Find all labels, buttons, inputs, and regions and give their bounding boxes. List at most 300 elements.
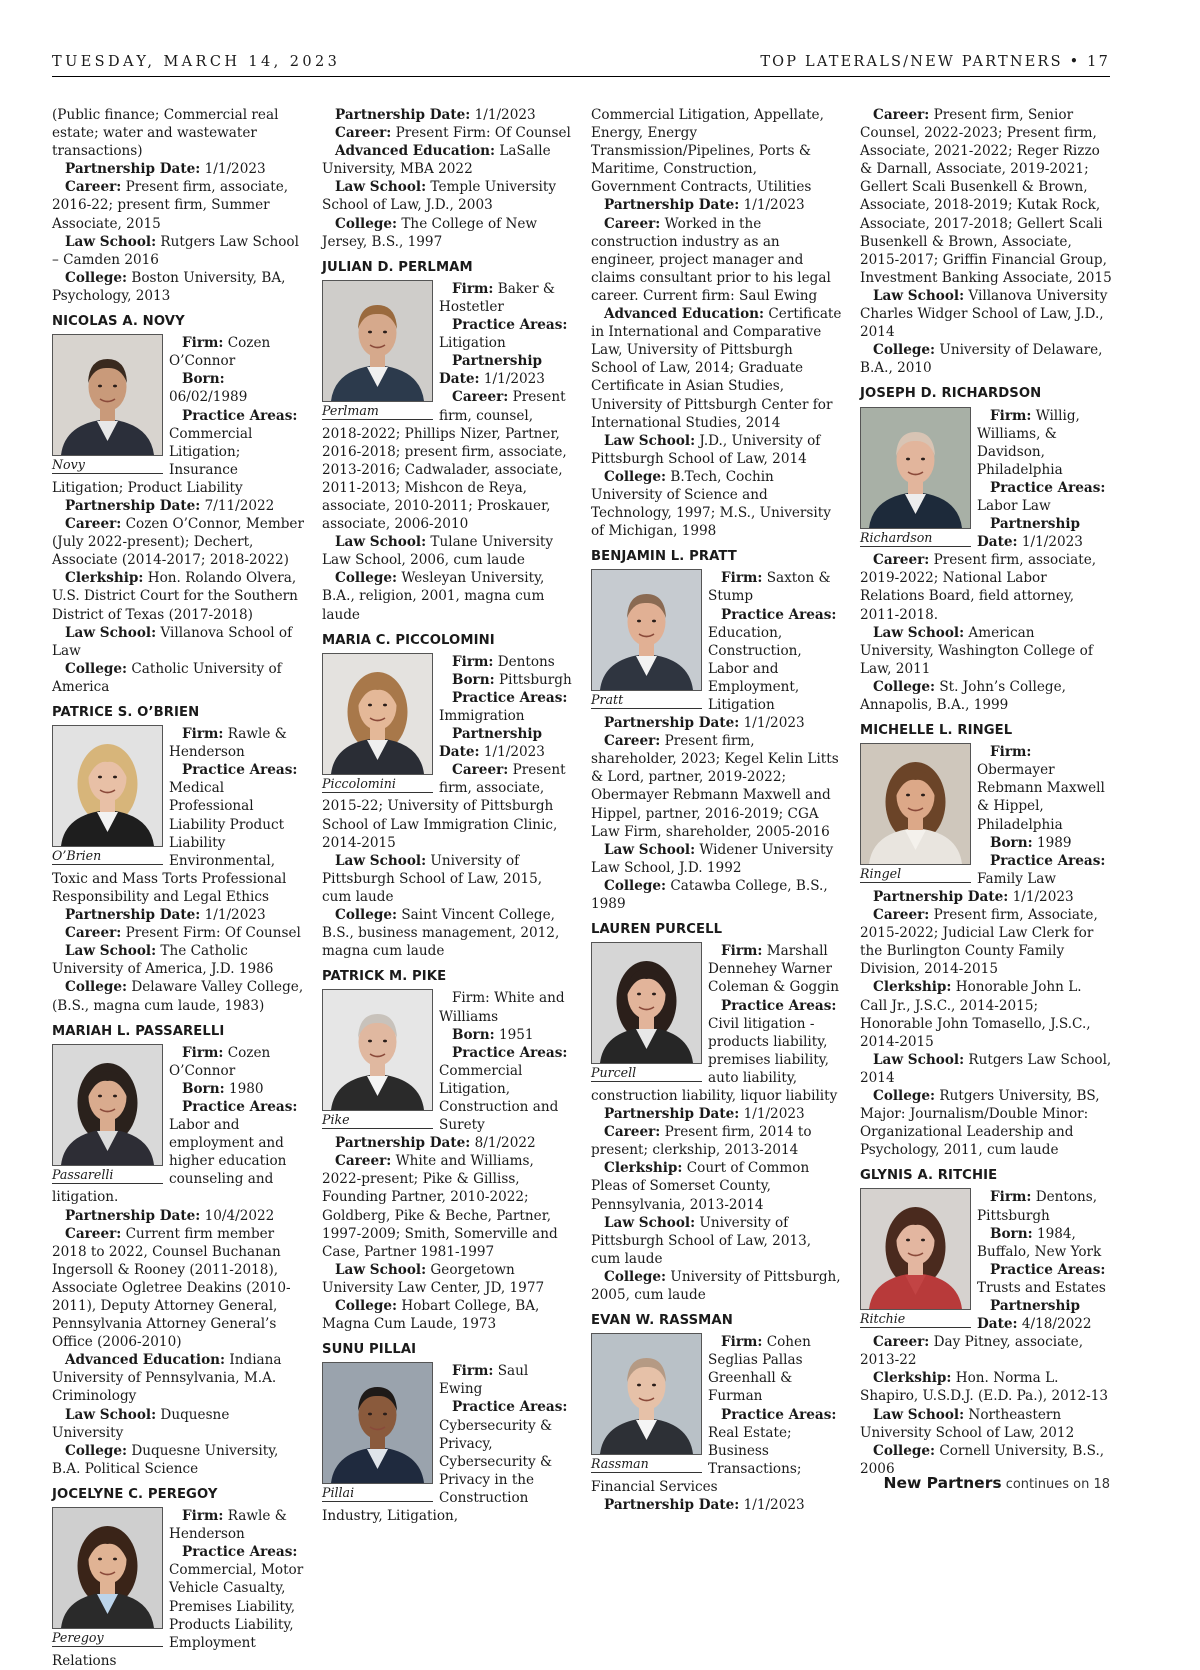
portrait-illustration xyxy=(53,1045,162,1165)
field-partnership-date xyxy=(591,714,843,732)
field-value: Rutgers Law School, 2014 xyxy=(860,1051,1112,1086)
field-value: 1/1/2023 xyxy=(200,907,266,924)
headshot xyxy=(322,653,433,793)
field-career xyxy=(591,215,843,305)
field-career xyxy=(52,1225,304,1352)
field-value: Cornell University, B.S., 2006 xyxy=(860,1442,1105,1477)
field-label: Firm: xyxy=(721,570,763,587)
field-label: Firm: xyxy=(721,1334,763,1351)
field-label: Law School: xyxy=(335,179,427,196)
field-label: Law School: xyxy=(335,1261,427,1278)
field-label: College: xyxy=(604,1268,667,1285)
field-value: Villanova School of Law xyxy=(52,624,293,659)
field-label: Clerkship: xyxy=(873,979,952,996)
field-value: Commercial Litigation, Appellate, Energy, Energy Transmission/Pipelines, Ports & Maritime, Construction, Government Contracts, Utilities xyxy=(591,107,824,196)
field-value: 7/11/2022 xyxy=(200,497,275,514)
field-label: Law School: xyxy=(873,287,965,304)
field-value: Marshall Dennehey Warner Coleman & Goggin xyxy=(708,943,840,996)
field-value: Delaware Valley College, (B.S., magna cum laude, 1983) xyxy=(52,979,304,1014)
field-value: Present firm, Senior Counsel, 2022-2023; Present firm, Associate, 2021-2022; Reger Rizzo & Darnall, Associate, 2019-2021; Gellert Scali Busenkell & Brown, Associate, 2018-2019; Kutak Rock, Associate, 2017-2018; Gellert Scali Busenkell & Brown, Associate, 2015-2017; Griffin Financial Group, Investment Banking Associate, 2015 xyxy=(860,107,1112,286)
profile-richardson xyxy=(860,385,1112,714)
photo-caption: Pratt xyxy=(591,691,702,709)
field-label: Partnership Date: xyxy=(604,1497,740,1514)
field-college xyxy=(322,215,574,251)
field-value: Rawle & Henderson xyxy=(169,1508,287,1543)
field-label: Practice Areas: xyxy=(990,479,1106,496)
headshot-image xyxy=(322,1362,433,1484)
field-value: Baker & Hostetler xyxy=(439,280,556,315)
headshot-image xyxy=(322,989,433,1111)
field-label: Practice Areas: xyxy=(182,1544,298,1561)
field-advanced-education xyxy=(52,1351,304,1405)
field-value: Present Firm: Of Counsel xyxy=(121,925,301,942)
field-career xyxy=(52,515,304,569)
field-value: Present firm, Associate, 2015-2022; Judicial Law Clerk for the Burlington County Family Division, 2014-2015 xyxy=(860,907,1098,978)
field-label: Partnership Date: xyxy=(977,1298,1081,1333)
headshot xyxy=(52,725,163,865)
field-college xyxy=(591,877,843,913)
field-value: 1/1/2023 xyxy=(739,715,805,732)
field-label: Practice Areas: xyxy=(182,1098,298,1115)
field-label: College: xyxy=(65,660,128,677)
field-label: Partnership Date: xyxy=(335,1135,471,1152)
field-value: Medical Professional Liability Product Liability Environmental, Toxic and Mass Torts Professional Responsibility and Legal Ethics xyxy=(52,780,287,905)
field-value: 1/1/2023 xyxy=(200,161,266,178)
field-label: Law School: xyxy=(65,624,157,641)
field-label: Practice Areas: xyxy=(182,407,298,424)
profile-name: EVAN W. RASSMAN xyxy=(591,1313,733,1329)
field-value: B.Tech, Cochin University of Science and Technology, 1997; M.S., University of Michigan, 1998 xyxy=(591,468,831,540)
field-value: University of Delaware, B.A., 2010 xyxy=(860,342,1103,377)
field-label: College: xyxy=(335,907,398,924)
field-label: Partnership Date: xyxy=(335,107,471,123)
field-value: University of Pittsburgh, 2005, cum laude xyxy=(591,1268,841,1303)
field-career xyxy=(52,924,304,942)
field-label: Career: xyxy=(452,389,509,406)
field-label: Career: xyxy=(65,179,122,196)
headshot-image xyxy=(322,653,433,775)
field-label: Law School: xyxy=(65,943,157,960)
field-value: Cybersecurity & Privacy, Cybersecurity & Privacy in the Construction Industry, Litigation, xyxy=(322,1417,553,1525)
field-value: Present firm, 2014 to present; clerkship, 2013-2014 xyxy=(591,1124,812,1159)
field-label: Practice Areas: xyxy=(452,317,568,334)
field-value: Trusts and Estates xyxy=(977,1279,1106,1296)
field-college xyxy=(591,468,843,540)
headshot-image xyxy=(860,743,971,865)
profile-passarelli xyxy=(52,1023,304,1478)
field-value: (Public finance; Commercial real estate; water and wastewater transactions) xyxy=(52,107,279,160)
headshot-image xyxy=(52,725,163,847)
field-value: Present Firm: Of Counsel xyxy=(391,125,571,142)
field-value: American University, Washington College of Law, 2011 xyxy=(860,624,1093,677)
field-text xyxy=(52,106,304,160)
field-value: Immigration xyxy=(439,708,525,724)
field-college xyxy=(52,269,304,305)
profile-novy xyxy=(52,313,304,696)
photo-caption: Peregoy xyxy=(52,1629,163,1647)
photo-caption: Rassman xyxy=(591,1455,702,1473)
field-partnership-date xyxy=(591,196,843,214)
field-label: College: xyxy=(65,1442,128,1459)
field-label: Advanced Education: xyxy=(604,306,765,323)
headshot-image xyxy=(591,569,702,691)
profile-name: JOSEPH D. RICHARDSON xyxy=(860,386,1042,402)
field-value: Certificate in International and Comparative Law, University of Pittsburgh School of Law, 2014; Graduate Certificate in Asian Studies, University of Pittsburgh Center for International Studies, 2014 xyxy=(591,306,842,431)
continuation-bold: New Partners xyxy=(883,1474,1002,1492)
profile-perlmam xyxy=(322,259,574,624)
headshot xyxy=(591,1333,702,1473)
profile-pratt xyxy=(591,548,843,913)
field-value: 1980 xyxy=(224,1080,264,1097)
field-value: Duquesne University xyxy=(52,1406,230,1441)
field-label: College: xyxy=(873,1087,936,1104)
issue-date: TUESDAY, MARCH 14, 2023 xyxy=(52,54,341,70)
field-label: Advanced Education: xyxy=(65,1352,226,1369)
field-label: Practice Areas: xyxy=(990,1261,1106,1278)
profile-name: MARIA C. PICCOLOMINI xyxy=(322,632,495,648)
field-college xyxy=(52,978,304,1014)
photo-caption: Richardson xyxy=(860,529,971,547)
field-label: Partnership Date: xyxy=(873,888,1009,905)
field-law-school xyxy=(322,852,574,906)
field-value: 1984, Buffalo, New York xyxy=(977,1225,1102,1260)
field-value: Rutgers University, BS, Major: Journalism/Double Minor: Organizational Leadership and Psychology, 2011, cum laude xyxy=(860,1087,1100,1159)
field-value: Hon. Rolando Olvera, U.S. District Court for the Southern District of Texas (2017-2018) xyxy=(52,570,298,623)
field-career xyxy=(591,1123,843,1159)
field-value: Rawle & Henderson xyxy=(169,726,287,761)
field-value: 1/1/2023 xyxy=(479,744,545,761)
field-value: 1/1/2023 xyxy=(739,197,805,214)
field-value: Day Pitney, associate, 2013-22 xyxy=(860,1334,1084,1369)
profile-purcell xyxy=(591,921,843,1304)
field-label: Law School: xyxy=(604,1214,696,1231)
portrait-illustration xyxy=(861,1189,970,1309)
field-value: J.D., University of Pittsburgh School of Law, 2014 xyxy=(591,432,821,467)
field-label: Born: xyxy=(182,1080,225,1097)
field-career xyxy=(52,178,304,232)
profile-name: SUNU PILLAI xyxy=(322,1342,417,1358)
field-value: Present firm, associate, 2015-22; University of Pittsburgh School of Law Immigration Clinic, 2014-2015 xyxy=(322,762,566,851)
field-label: Partnership Date: xyxy=(65,497,201,514)
field-label: College: xyxy=(873,678,936,695)
field-value: 1/1/2023 xyxy=(1008,888,1074,905)
profile-pike xyxy=(322,968,574,1333)
field-label: Career: xyxy=(65,516,122,533)
portrait-illustration xyxy=(592,570,701,690)
headshot xyxy=(322,280,433,420)
field-value: Worked in the construction industry as an engineer, project manager and claims consultant prior to his legal career. Current firm: Saul Ewing xyxy=(591,215,831,304)
field-label: Firm: xyxy=(182,335,224,352)
field-label: Partnership Date: xyxy=(439,353,543,388)
column-1 xyxy=(52,106,304,1670)
field-law-school xyxy=(591,432,843,468)
field-label: College: xyxy=(873,342,936,359)
photo-caption: Purcell xyxy=(591,1064,702,1082)
field-value: The Catholic University of America, J.D. 1986 xyxy=(52,943,274,978)
field-label: College: xyxy=(873,1442,936,1459)
field-label: Career: xyxy=(452,762,509,779)
field-value: Present firm, counsel, 2018-2022; Phillips Nizer, Partner, 2016-2018; present firm, associate, 2013-2016; Cadwalader, associate, 2011-2013; Mishcon de Reya, associate, 2010-2011; Proskauer, associate, 2006-2010 xyxy=(322,389,567,533)
photo-caption: Piccolomini xyxy=(322,775,433,793)
profile-name: GLYNIS A. RITCHIE xyxy=(860,1168,998,1184)
headshot-image xyxy=(591,942,702,1064)
photo-caption: Passarelli xyxy=(52,1166,163,1184)
field-text xyxy=(591,106,843,196)
portrait-illustration xyxy=(323,654,432,774)
field-label: Practice Areas: xyxy=(452,689,568,706)
field-clerkship xyxy=(52,569,304,623)
field-value: Litigation xyxy=(439,335,506,352)
headshot xyxy=(860,1188,971,1328)
field-value: Catawba College, B.S., 1989 xyxy=(591,877,828,913)
field-value: White and Williams, 2022-present; Pike & Gilliss, Founding Partner, 2010-2022; Goldberg, Pike & Beche, Partner, 1997-2009; Smith, Somerville and Case, Partner 1981-1997 xyxy=(322,1153,558,1260)
field-college xyxy=(52,660,304,696)
field-value: 8/1/2022 xyxy=(470,1135,536,1152)
headshot xyxy=(322,1362,433,1502)
field-label: Born: xyxy=(452,1026,495,1043)
continuation-note xyxy=(883,1473,1110,1492)
field-label: Partnership Date: xyxy=(65,161,201,178)
headshot xyxy=(52,1044,163,1184)
field-label: Law School: xyxy=(335,534,427,551)
field-label: Clerkship: xyxy=(873,1370,952,1387)
field-label: Law School: xyxy=(65,1406,157,1423)
field-label: Born: xyxy=(990,1225,1033,1242)
headshot-image xyxy=(52,1044,163,1166)
field-value: Obermayer Rebmann Maxwell & Hippel, Philadelphia xyxy=(977,762,1105,833)
field-label: College: xyxy=(604,468,667,485)
portrait-illustration xyxy=(53,1508,162,1628)
field-law-school xyxy=(322,1261,574,1297)
field-law-school xyxy=(322,178,574,214)
field-value: Widener University Law School, J.D. 1992 xyxy=(591,841,834,876)
profile-name: BENJAMIN L. PRATT xyxy=(591,549,737,565)
field-law-school xyxy=(591,1214,843,1268)
portrait-illustration xyxy=(323,1363,432,1483)
field-law-school xyxy=(860,287,1112,341)
field-label: Career: xyxy=(65,925,122,942)
field-label: Firm: xyxy=(990,1189,1032,1206)
field-label: College: xyxy=(335,1298,398,1314)
field-label: Partnership Date: xyxy=(604,197,740,214)
headshot-image xyxy=(591,1333,702,1455)
profile-peregoy xyxy=(52,1486,304,1670)
field-label: Partnership Date: xyxy=(65,1207,201,1224)
photo-caption: Pillai xyxy=(322,1484,433,1502)
field-law-school xyxy=(52,942,304,978)
field-label: Career: xyxy=(604,1124,661,1141)
field-value: Cohen Seglias Pallas Greenhall & Furman xyxy=(708,1334,811,1405)
field-value: Real Estate; Business Transactions; Financial Services xyxy=(591,1424,802,1495)
page-header xyxy=(52,52,1110,77)
field-law-school xyxy=(591,841,843,877)
field-career xyxy=(860,106,1112,287)
portrait-illustration xyxy=(323,990,432,1110)
field-label: Firm: xyxy=(452,1363,494,1380)
field-label: Law School: xyxy=(873,624,965,641)
field-label: Career: xyxy=(873,552,930,569)
field-value: 1/1/2023 xyxy=(739,1497,805,1514)
field-label: College: xyxy=(335,570,398,587)
field-value: Dentons xyxy=(493,653,555,670)
field-label: Law School: xyxy=(335,852,427,869)
field-label: Born: xyxy=(990,834,1033,851)
field-value: University of Pittsburgh School of Law, 2015, cum laude xyxy=(322,852,543,905)
field-value: Court of Common Pleas of Somerset County, Pennsylvania, 2013-2014 xyxy=(591,1160,810,1213)
field-value: Family Law xyxy=(977,870,1056,887)
headshot xyxy=(591,942,702,1082)
headshot xyxy=(860,743,971,883)
column-2 xyxy=(322,106,574,1525)
field-career xyxy=(591,732,843,841)
field-partnership-date xyxy=(52,1207,304,1225)
photo-caption: O’Brien xyxy=(52,847,163,865)
profile-c4top xyxy=(860,106,1112,377)
field-value: Cozen O’Connor, Member (July 2022-present); Dechert, Associate (2014-2017; 2018-2022) xyxy=(52,516,304,569)
portrait-illustration xyxy=(861,744,970,864)
field-advanced-education xyxy=(591,305,843,432)
profile-obrien xyxy=(52,704,304,1015)
field-label: Partnership Date: xyxy=(604,715,740,732)
field-value: Current firm member 2018 to 2022, Counsel Buchanan Ingersoll & Rooney (2011-2018), Associate Ogletree Deakins (2010-2011), Deputy Attorney General, Pennsylvania Attorney General’s Office (2006-2010) xyxy=(52,1225,291,1351)
photo-caption: Pike xyxy=(322,1111,433,1129)
field-label: Firm: xyxy=(721,943,763,960)
profile-name: NICOLAS A. NOVY xyxy=(52,314,185,330)
field-label: Clerkship: xyxy=(65,570,144,587)
field-value: Temple University School of Law, J.D., 2003 xyxy=(322,179,557,214)
field-college xyxy=(860,1087,1112,1159)
field-value: Pittsburgh xyxy=(494,671,572,688)
field-label: Career: xyxy=(65,1225,122,1242)
field-value: Present firm, shareholder, 2023; Kegel Kelin Litts & Lord, partner, 2019-2022; Obermayer Rebmann Maxwell and Hippel, partner, 2016-2019; CGA Law Firm, shareholder, 2005-2016 xyxy=(591,733,839,840)
field-partnership-date xyxy=(860,888,1112,906)
field-label: Practice Areas: xyxy=(452,1044,568,1061)
field-value: University of Pittsburgh School of Law, 2013, cum laude xyxy=(591,1214,812,1267)
field-label: Firm: xyxy=(182,1508,224,1525)
profile-name: PATRICE S. O’BRIEN xyxy=(52,705,200,720)
portrait-illustration xyxy=(53,726,162,846)
profile-top xyxy=(52,106,304,305)
headshot xyxy=(860,407,971,547)
field-value: LaSalle University, MBA 2022 xyxy=(322,143,551,178)
field-label: Law School: xyxy=(873,1406,965,1423)
field-value: Duquesne University, B.A. Political Science xyxy=(52,1442,279,1477)
headshot-image xyxy=(322,280,433,402)
field-label: Career: xyxy=(873,1334,930,1351)
profile-name: MICHELLE L. RINGEL xyxy=(860,723,1013,739)
field-advanced-education xyxy=(322,142,574,178)
field-label: College: xyxy=(335,215,398,232)
field-college xyxy=(322,906,574,960)
field-label: Partnership Date: xyxy=(977,516,1081,551)
field-law-school xyxy=(52,1406,304,1442)
field-clerkship xyxy=(860,978,1112,1050)
profile-rassman xyxy=(591,1312,843,1514)
field-value: 4/18/2022 xyxy=(1017,1316,1092,1333)
field-value: 1951 xyxy=(494,1026,534,1043)
field-value: 06/02/1989 xyxy=(169,389,248,406)
field-value: Present firm, associate, 2016-22; present firm, Summer Associate, 2015 xyxy=(52,179,289,232)
field-value: Catholic University of America xyxy=(52,660,282,695)
field-law-school xyxy=(52,233,304,269)
field-label: Practice Areas: xyxy=(182,762,298,779)
profile-piccolomini xyxy=(322,632,574,961)
field-career xyxy=(860,551,1112,623)
field-law-school xyxy=(52,624,304,660)
field-label: Advanced Education: xyxy=(335,143,496,160)
headshot xyxy=(52,1507,163,1647)
field-value: Tulane University Law School, 2006, cum laude xyxy=(322,534,554,569)
field-law-school xyxy=(860,624,1112,678)
headshot xyxy=(591,569,702,709)
field-partnership-date xyxy=(322,1134,574,1152)
field-value: Willig, Williams, & Davidson, Philadelphia xyxy=(977,407,1080,478)
field-value: Villanova University Charles Widger School of Law, J.D., 2014 xyxy=(860,287,1108,341)
field-label: Practice Areas: xyxy=(721,606,837,623)
headshot-image xyxy=(52,1507,163,1629)
field-value: Cozen O’Connor xyxy=(169,335,271,370)
portrait-illustration xyxy=(592,943,701,1063)
field-college xyxy=(322,1297,574,1333)
field-value: Hobart College, BA, Magna Cum Laude, 1973 xyxy=(322,1298,540,1333)
field-career xyxy=(860,1333,1112,1369)
field-label: Firm: xyxy=(182,726,224,743)
field-law-school xyxy=(860,1406,1112,1442)
field-label: Clerkship: xyxy=(604,1160,683,1177)
field-value: 1989 xyxy=(1032,834,1072,851)
field-law-school xyxy=(322,533,574,569)
column-4 xyxy=(860,106,1112,1478)
headshot xyxy=(322,989,433,1129)
profile-c2top xyxy=(322,106,574,251)
headshot-image xyxy=(860,407,971,529)
field-college xyxy=(591,1268,843,1304)
field-label: Career: xyxy=(335,1153,392,1170)
profile-name: MARIAH L. PASSARELLI xyxy=(52,1023,225,1039)
field-value: Dentons, Pittsburgh xyxy=(977,1189,1098,1224)
field-value: 1/1/2023 xyxy=(470,107,536,123)
profile-c3top xyxy=(591,106,843,540)
section-title: TOP LATERALS/NEW PARTNERS • 17 xyxy=(760,54,1110,70)
field-value: Commercial, Motor Vehicle Casualty, Premises Liability, Products Liability, Employment Relations xyxy=(52,1562,304,1669)
profile-ritchie xyxy=(860,1167,1112,1478)
field-label: Law School: xyxy=(873,1051,965,1068)
field-college xyxy=(52,1442,304,1478)
photo-caption: Ringel xyxy=(860,865,971,883)
field-label: Law School: xyxy=(604,432,696,449)
field-label: Born: xyxy=(182,371,225,388)
field-value: Wesleyan University, B.A., religion, 2001, magna cum laude xyxy=(322,570,545,623)
field-college xyxy=(860,341,1112,377)
field-law-school xyxy=(860,1051,1112,1087)
field-value: Education, Construction, Labor and Employment, Litigation xyxy=(708,624,802,713)
field-label: Career: xyxy=(873,107,930,123)
field-label: Career: xyxy=(604,733,661,750)
field-value: Boston University, BA, Psychology, 2013 xyxy=(52,269,286,304)
field-partnership-date xyxy=(52,160,304,178)
field-label: Firm: xyxy=(452,280,494,297)
field-label: Practice Areas: xyxy=(452,1399,568,1416)
field-label: Born: xyxy=(452,671,495,688)
profile-pillai xyxy=(322,1341,574,1525)
field-value: Labor Law xyxy=(977,497,1051,514)
field-label: Career: xyxy=(873,907,930,924)
field-value: 10/4/2022 xyxy=(200,1207,275,1224)
field-label: Firm: xyxy=(182,1044,224,1061)
field-college xyxy=(322,569,574,623)
field-label: Career: xyxy=(604,215,661,232)
field-value: The College of New Jersey, B.S., 1997 xyxy=(322,215,538,250)
